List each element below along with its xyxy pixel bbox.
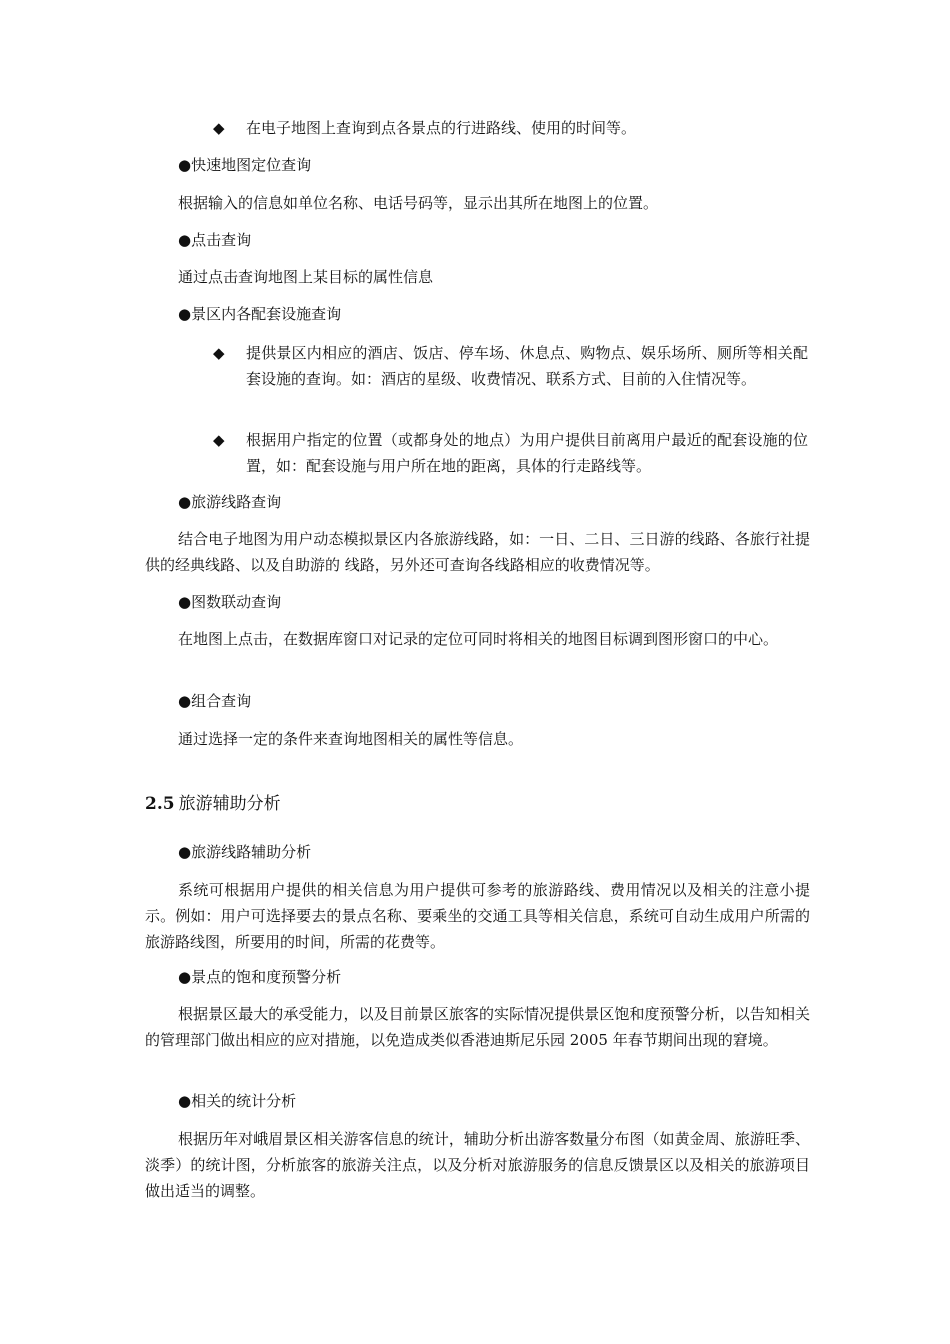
bullet-dot-icon: ● [178, 593, 192, 611]
bullet-heading [178, 1088, 296, 1114]
bullet-heading [178, 301, 341, 327]
bullet-dot-icon: ● [178, 843, 192, 861]
bullet-heading [178, 688, 251, 714]
bullet-heading-text: 组合查询 [191, 692, 252, 710]
bullet-dot-icon: ● [178, 1092, 192, 1110]
bullet-heading-text: 相关的统计分析 [191, 1092, 297, 1110]
paragraph: 根据输入的信息如单位名称、电话号码等，显示出其所在地图上的位置。 [178, 194, 659, 212]
diamond-list-item [213, 340, 808, 392]
section-heading [145, 791, 281, 817]
diamond-list-item [213, 115, 813, 141]
bullet-heading-text: 景区内各配套设施查询 [191, 305, 342, 323]
bullet-heading [178, 839, 311, 865]
bullet-heading [178, 489, 281, 515]
diamond-item-text: 根据用户指定的位置（或都身处的地点）为用户提供目前离用户最近的配套设施的位置，如：配套设施与用户所在地的距离，具体的行走路线等。 [246, 431, 808, 475]
paragraph: 结合电子地图为用户动态模拟景区内各旅游线路，如：一日、二日、三日游的线路、各旅行社提供的经典线路、以及自助游的 线路，另外还可查询各线路相应的收费情况等。 [145, 530, 810, 574]
bullet-heading [178, 227, 251, 253]
bullet-dot-icon: ● [178, 305, 192, 323]
section-title: 旅游辅助分析 [178, 794, 281, 814]
bullet-dot-icon: ● [178, 231, 192, 249]
paragraph: 系统可根据用户提供的相关信息为用户提供可参考的旅游路线、费用情况以及相关的注意小提示。例如：用户可选择要去的景点名称、要乘坐的交通工具等相关信息，系统可自动生成用户所需的旅游路线图，所要用的时间，所需的花费等。 [145, 881, 810, 951]
bullet-dot-icon: ● [178, 968, 192, 986]
bullet-heading [178, 589, 281, 615]
diamond-item-text: 在电子地图上查询到点各景点的行进路线、使用的时间等。 [246, 119, 637, 137]
diamond-item-text: 提供景区内相应的酒店、饭店、停车场、休息点、购物点、娱乐场所、厕所等相关配套设施的查询。如：酒店的星级、收费情况、联系方式、目前的入住情况等。 [246, 344, 808, 388]
diamond-bullet-icon: ◆ [213, 344, 225, 362]
paragraph: 根据历年对峨眉景区相关游客信息的统计，辅助分析出游客数量分布图（如黄金周、旅游旺季、淡季）的统计图，分析旅客的旅游关注点，以及分析对旅游服务的信息反馈景区以及相关的旅游项目做出适当的调整。 [145, 1130, 810, 1200]
diamond-bullet-icon: ◆ [213, 119, 225, 137]
section-number: 2.5 [145, 794, 175, 814]
bullet-heading-text: 景点的饱和度预警分析 [191, 968, 342, 986]
bullet-heading-text: 点击查询 [191, 231, 252, 249]
paragraph: 通过选择一定的条件来查询地图相关的属性等信息。 [178, 730, 524, 748]
bullet-dot-icon: ● [178, 692, 192, 710]
paragraph: 通过点击查询地图上某目标的属性信息 [178, 268, 434, 286]
bullet-dot-icon: ● [178, 493, 192, 511]
bullet-heading-text: 图数联动查询 [191, 593, 282, 611]
paragraph: 在地图上点击，在数据库窗口对记录的定位可同时将相关的地图目标调到图形窗口的中心。 [178, 630, 779, 648]
bullet-heading-text: 旅游线路辅助分析 [191, 843, 312, 861]
paragraph: 根据景区最大的承受能力，以及目前景区旅客的实际情况提供景区饱和度预警分析，以告知相关的管理部门做出相应的应对措施，以免造成类似香港迪斯尼乐园 2005 年春节期间出现的窘境。 [145, 1005, 810, 1049]
diamond-bullet-icon: ◆ [213, 431, 225, 449]
bullet-heading-text: 快速地图定位查询 [191, 156, 312, 174]
bullet-dot-icon: ● [178, 156, 192, 174]
bullet-heading-text: 旅游线路查询 [191, 493, 282, 511]
bullet-heading [178, 152, 311, 178]
bullet-heading [178, 964, 341, 990]
diamond-list-item [213, 427, 808, 479]
